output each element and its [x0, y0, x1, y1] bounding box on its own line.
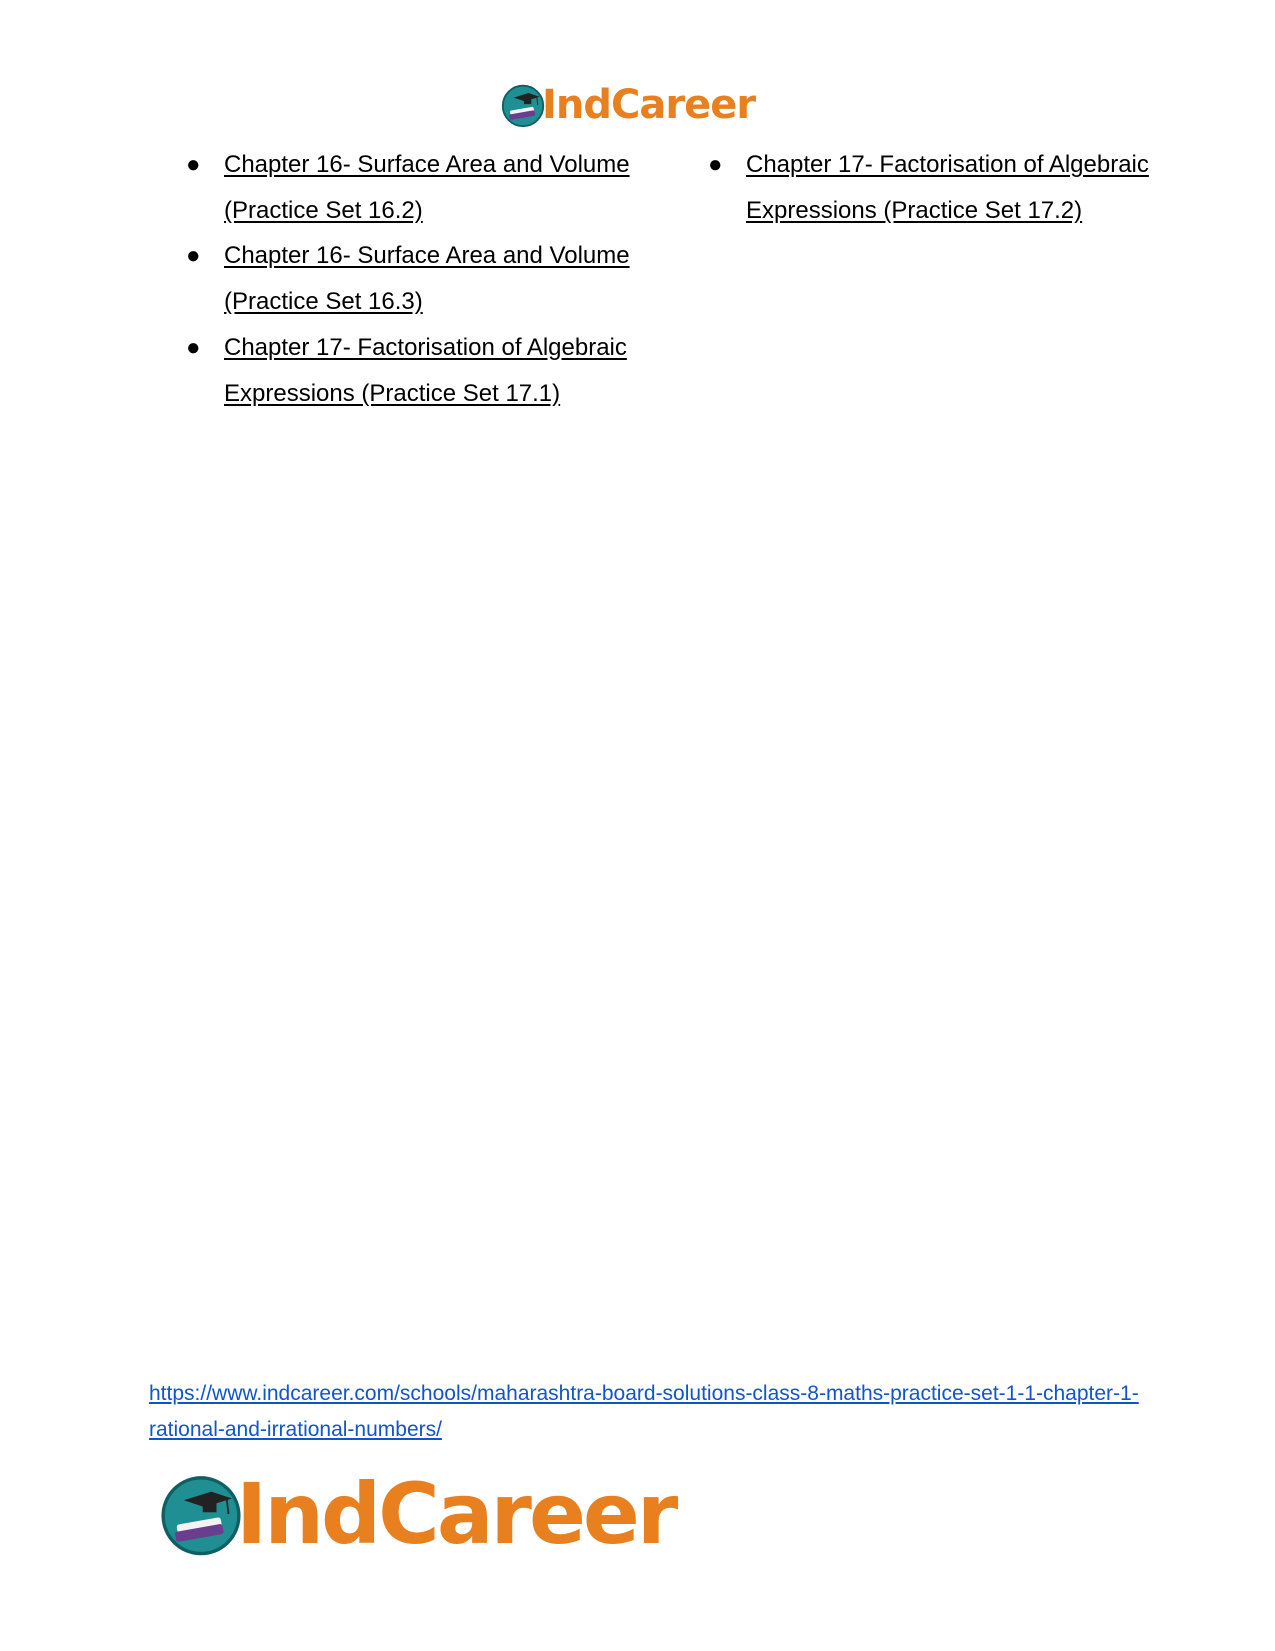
- bullet-icon: ●: [708, 151, 723, 178]
- bullet-icon: ●: [186, 333, 201, 361]
- right-link-list: [708, 142, 1158, 233]
- chapter-link[interactable]: Chapter 17- Factorisation of Algebraic Expressions (Practice Set 17.1): [224, 333, 627, 407]
- footer-url-link[interactable]: https://www.indcareer.com/schools/maharashtra-board-solutions-class-8-maths-practice-set-1-1-chapter-1-rational-and-irrational-numbers/: [149, 1382, 1139, 1441]
- list-item: [186, 325, 636, 416]
- header-logo-text: IndCareer: [542, 82, 756, 128]
- left-link-list: [186, 142, 636, 416]
- indcareer-emblem-icon: [500, 82, 546, 128]
- list-item: [186, 142, 636, 233]
- footer-logo: [158, 1466, 675, 1562]
- list-item: [708, 142, 1158, 233]
- header-logo: [500, 80, 755, 130]
- left-link-column: [186, 142, 636, 416]
- right-link-column: [708, 142, 1158, 233]
- bullet-icon: ●: [186, 242, 201, 270]
- chapter-link[interactable]: Chapter 17- Factorisation of Algebraic Expressions (Practice Set 17.2): [746, 151, 1149, 224]
- footer-logo-text: IndCareer: [236, 1465, 676, 1563]
- chapter-link[interactable]: Chapter 16- Surface Area and Volume (Practice Set 16.3): [224, 242, 630, 316]
- bullet-icon: ●: [186, 151, 201, 178]
- list-item: [186, 233, 636, 324]
- chapter-link[interactable]: Chapter 16- Surface Area and Volume (Practice Set 16.2): [224, 151, 630, 224]
- indcareer-emblem-icon: [158, 1471, 244, 1557]
